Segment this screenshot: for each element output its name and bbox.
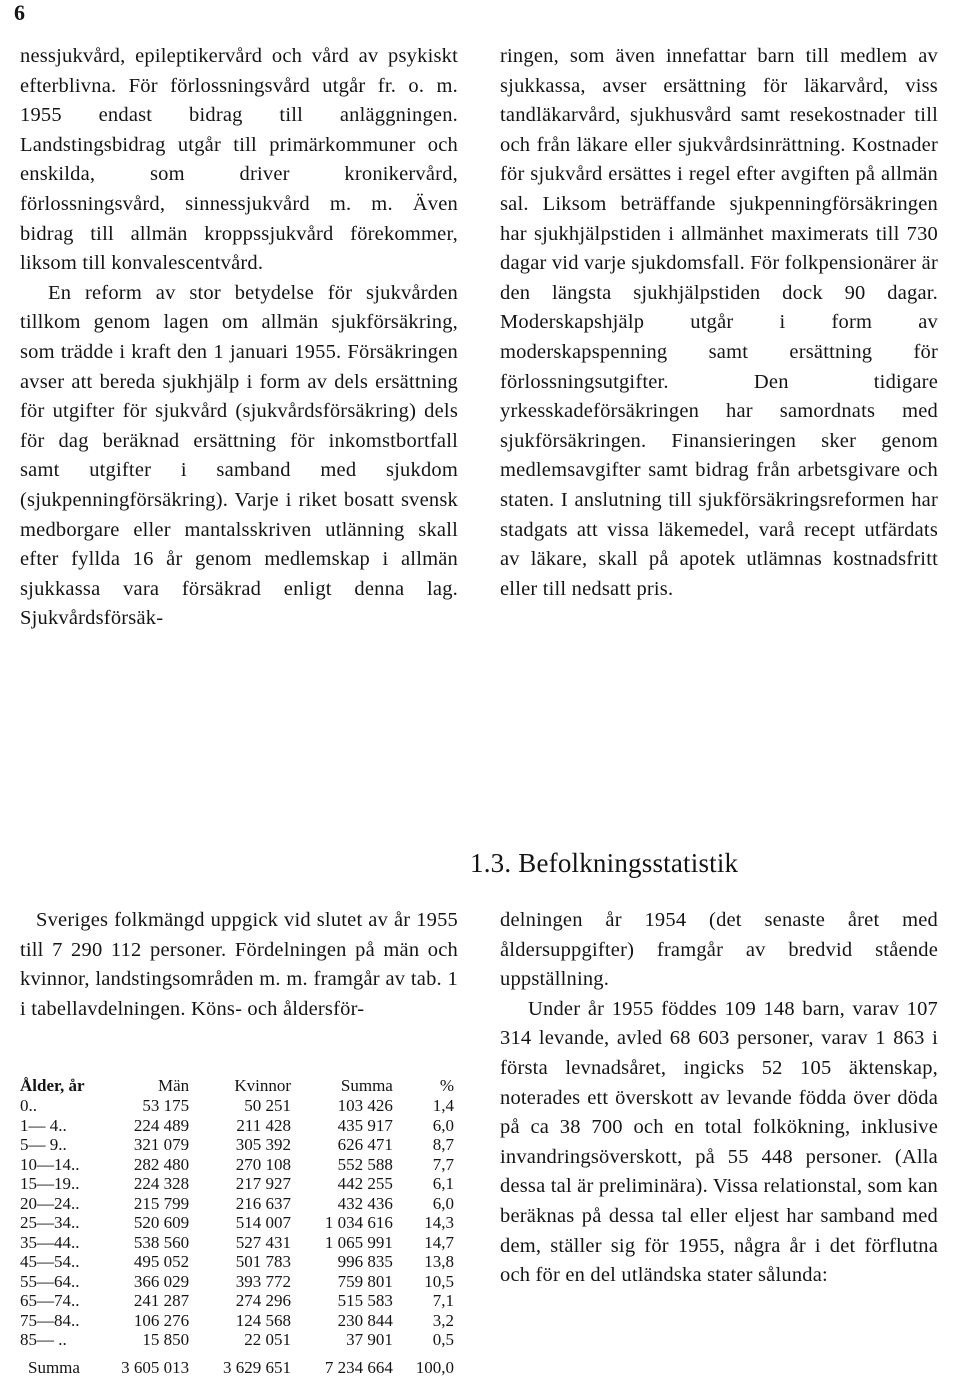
- section-heading: 1.3. Befolkningsstatistik: [470, 848, 739, 878]
- women-cell: 270 108: [235, 1154, 292, 1174]
- percent-cell: 1,4: [432, 1096, 454, 1115]
- women-cell: 274 296: [235, 1291, 292, 1310]
- age-cell: 35—44..: [20, 1232, 80, 1252]
- total-cell: 515 583: [337, 1291, 393, 1310]
- percent-cell: 8,7: [432, 1135, 454, 1154]
- women-cell: 305 392: [235, 1135, 292, 1154]
- age-cell: 55—64..: [20, 1271, 80, 1291]
- women-cell: 211 428: [236, 1115, 292, 1135]
- men-cell: 520 609: [133, 1213, 190, 1232]
- paragraph-medical-care-insurance: ringen, som även innefattar barn till medlem av sjukkassa, avser ersättning för läkarvård, viss tandläkarvård, sjukhusvård samt resekostnader till och från läkare eller sjukvårdsinrättning. Kostnader för sjukvård ersättes i regel efter avgiften på allmän sal. Liksom beträffande sjukpenningförsäkringen har sjukhjälpstiden i allmänhet maximerats till 730 dagar vid varje sjukdomsfall. För folkpensionärer är den längsta sjukhjälpstiden dock 90 dagar. Moderskapshjälp utgår i form av moderskapspenning samt ersättning för förlossningsutgifter. Den tidigare yrkesskadeförsäkringen har samordnats med sjukförsäkringen. Finansieringen sker genom medlemsavgifter samt bidrag från arbetsgivare och staten. I anslutning till sjukförsäkringsreformen har stadgats att vissa läkemedel, varå recept utfärdats av läkare, skall på apotek utlämnas kostnadsfritt eller till nedsatt pris.: [500, 45, 938, 600]
- paragraph-vital-statistics: Under år 1955 föddes 109 148 barn, varav 107 314 levande, avled 68 603 personer, varav 1 863 i första levnadsåret, ingicks 52 105 äktenskap, noterades ett överskott av levande födda över döda på ca 38 700 och en total folkökning, inklusive invandringsöverskott, på 55 448 personer. (Alla dessa tal är preliminära). Vissa relationstal, som kan beräknas på dessa tal eller eljest har samband med dem, ställer sig för 1955, några år i det förflutna och för en del utländska stater sålunda:: [500, 997, 938, 1287]
- table-row: [20, 1116, 460, 1136]
- total-cell: 626 471: [337, 1135, 393, 1154]
- men-cell: 53 175: [142, 1096, 190, 1115]
- age-distribution-table: [20, 1072, 460, 1378]
- age-cell: 20—24..: [20, 1193, 80, 1213]
- men-cell: 106 276: [133, 1310, 190, 1330]
- paragraph-sickness-insurance-reform: En reform av stor betydelse för sjukvården tillkom genom lagen om allmän sjukförsäkring, som trädde i kraft den 1 januari 1955. Försäkringen avser att bereda sjukhjälp i form av dels ersättning för utgifter för sjukvård (sjukvårdsförsäkring) dels för dag beräknad ersättning för inkomstbortfall samt utgifter i samband med sjukdom (sjukpenningförsäkring). Varje i riket bosatt svensk medborgare eller mantalsskriven utlänning skall efter fyllda 16 år genom medlemskap i allmän sjukkassa vara försäkrad enligt denna lag. Sjukvårdsförsäk-: [20, 281, 458, 630]
- left-column-bottom-text: [20, 906, 458, 1024]
- age-cell: 65—74..: [20, 1291, 80, 1310]
- table-row: [20, 1233, 460, 1253]
- right-column-top-text: [500, 42, 938, 604]
- percent-cell: 0,5: [432, 1330, 454, 1349]
- women-cell: 527 431: [235, 1232, 292, 1252]
- table-row: [20, 1155, 460, 1175]
- table-row: [20, 1252, 460, 1272]
- table-row: [20, 1291, 460, 1311]
- percent-cell: 7,1: [432, 1291, 454, 1310]
- percent-cell: 14,3: [424, 1213, 454, 1232]
- percent-cell: 14,7: [424, 1232, 454, 1252]
- age-table-body: [20, 1096, 460, 1378]
- women-cell: 22 051: [244, 1330, 292, 1349]
- total-cell: 759 801: [337, 1271, 393, 1291]
- total-row-total-cell: 7 234 664: [324, 1358, 393, 1377]
- age-cell: 5— 9..: [20, 1135, 67, 1154]
- total-cell: 432 436: [337, 1193, 393, 1213]
- men-cell: 224 328: [133, 1174, 190, 1193]
- total-cell: 230 844: [337, 1310, 393, 1330]
- table-row: [20, 1330, 460, 1350]
- men-cell: 366 029: [133, 1271, 190, 1291]
- percent-cell: 6,0: [432, 1115, 454, 1135]
- paragraph-age-distribution: delningen år 1954 (det senaste året med åldersuppgifter) framgår av bredvid stående uppställning.: [500, 909, 938, 991]
- paragraph-hospital-care: nessjukvård, epileptikervård och vård av psykiskt efterblivna. För förlossningsvård utgår fr. o. m. 1955 endast bidrag till anläggningen. Landstingsbidrag utgår till primärkommuner och enskilda, som driver kronikervård, förlossningsvård, sinnessjukvård m. m. Även bidrag till allmän kroppssjukvård förekommer, liksom till konvalescentvård.: [20, 45, 458, 275]
- column-header-total: Summa: [340, 1076, 393, 1095]
- percent-cell: 7,7: [432, 1154, 454, 1174]
- table-row: [20, 1174, 460, 1194]
- table-header-row: [20, 1072, 460, 1096]
- age-cell: 75—84..: [20, 1310, 80, 1330]
- table-row: [20, 1311, 460, 1331]
- paragraph-population: Sveriges folkmängd uppgick vid slutet av år 1955 till 7 290 112 personer. Fördelningen på män och kvinnor, landstingsområden m. m. framgår av tab. 1 i tabellavdelningen. Köns- och åldersför-: [20, 909, 458, 1020]
- total-cell: 103 426: [337, 1096, 393, 1115]
- age-cell: 25—34..: [20, 1213, 80, 1232]
- total-cell: 442 255: [337, 1174, 393, 1193]
- left-column-top-text: [20, 42, 458, 634]
- age-cell: 85— ..: [20, 1330, 67, 1349]
- column-header-age: Ålder, år: [20, 1076, 85, 1095]
- total-cell: 1 034 616: [324, 1213, 393, 1232]
- total-cell: 552 588: [337, 1154, 393, 1174]
- page-number: 6: [14, 0, 25, 25]
- table-row: [20, 1213, 460, 1233]
- percent-cell: 13,8: [424, 1252, 454, 1271]
- total-cell: 996 835: [337, 1252, 393, 1271]
- total-cell: 37 901: [346, 1330, 393, 1349]
- column-header-men: Män: [158, 1076, 190, 1095]
- column-header-women: Kvinnor: [234, 1076, 292, 1095]
- table-row: [20, 1272, 460, 1292]
- men-cell: 241 287: [133, 1291, 190, 1310]
- percent-cell: 3,2: [432, 1310, 454, 1330]
- men-cell: 282 480: [133, 1154, 190, 1174]
- total-cell: 435 917: [337, 1115, 393, 1135]
- women-cell: 514 007: [235, 1213, 292, 1232]
- table-row: [20, 1096, 460, 1116]
- women-cell: 124 568: [235, 1310, 292, 1330]
- women-cell: 501 783: [235, 1252, 292, 1271]
- age-cell: 15—19..: [20, 1174, 80, 1193]
- right-column-bottom-text: [500, 906, 938, 1291]
- men-cell: 215 799: [133, 1193, 190, 1213]
- total-row-percent-cell: 100,0: [415, 1358, 454, 1377]
- table-total-row: [20, 1350, 460, 1378]
- percent-cell: 6,0: [432, 1193, 454, 1213]
- age-cell: 10—14..: [20, 1154, 80, 1174]
- total-row-age-cell: Summa: [28, 1358, 80, 1377]
- column-header-percent: %: [439, 1076, 454, 1095]
- total-row-women-cell: 3 629 651: [223, 1358, 292, 1377]
- total-cell: 1 065 991: [324, 1232, 393, 1252]
- women-cell: 217 927: [235, 1174, 292, 1193]
- table-row: [20, 1135, 460, 1155]
- women-cell: 393 772: [235, 1271, 292, 1291]
- table-row: [20, 1194, 460, 1214]
- men-cell: 321 079: [133, 1135, 190, 1154]
- age-cell: 0..: [20, 1096, 37, 1115]
- men-cell: 224 489: [133, 1115, 190, 1135]
- age-cell: 45—54..: [20, 1252, 80, 1271]
- total-row-men-cell: 3 605 013: [121, 1358, 190, 1377]
- women-cell: 216 637: [235, 1193, 292, 1213]
- men-cell: 495 052: [133, 1252, 190, 1271]
- women-cell: 50 251: [244, 1096, 292, 1115]
- percent-cell: 10,5: [424, 1271, 454, 1291]
- men-cell: 538 560: [133, 1232, 190, 1252]
- age-cell: 1— 4..: [20, 1115, 67, 1135]
- percent-cell: 6,1: [432, 1174, 454, 1193]
- men-cell: 15 850: [142, 1330, 190, 1349]
